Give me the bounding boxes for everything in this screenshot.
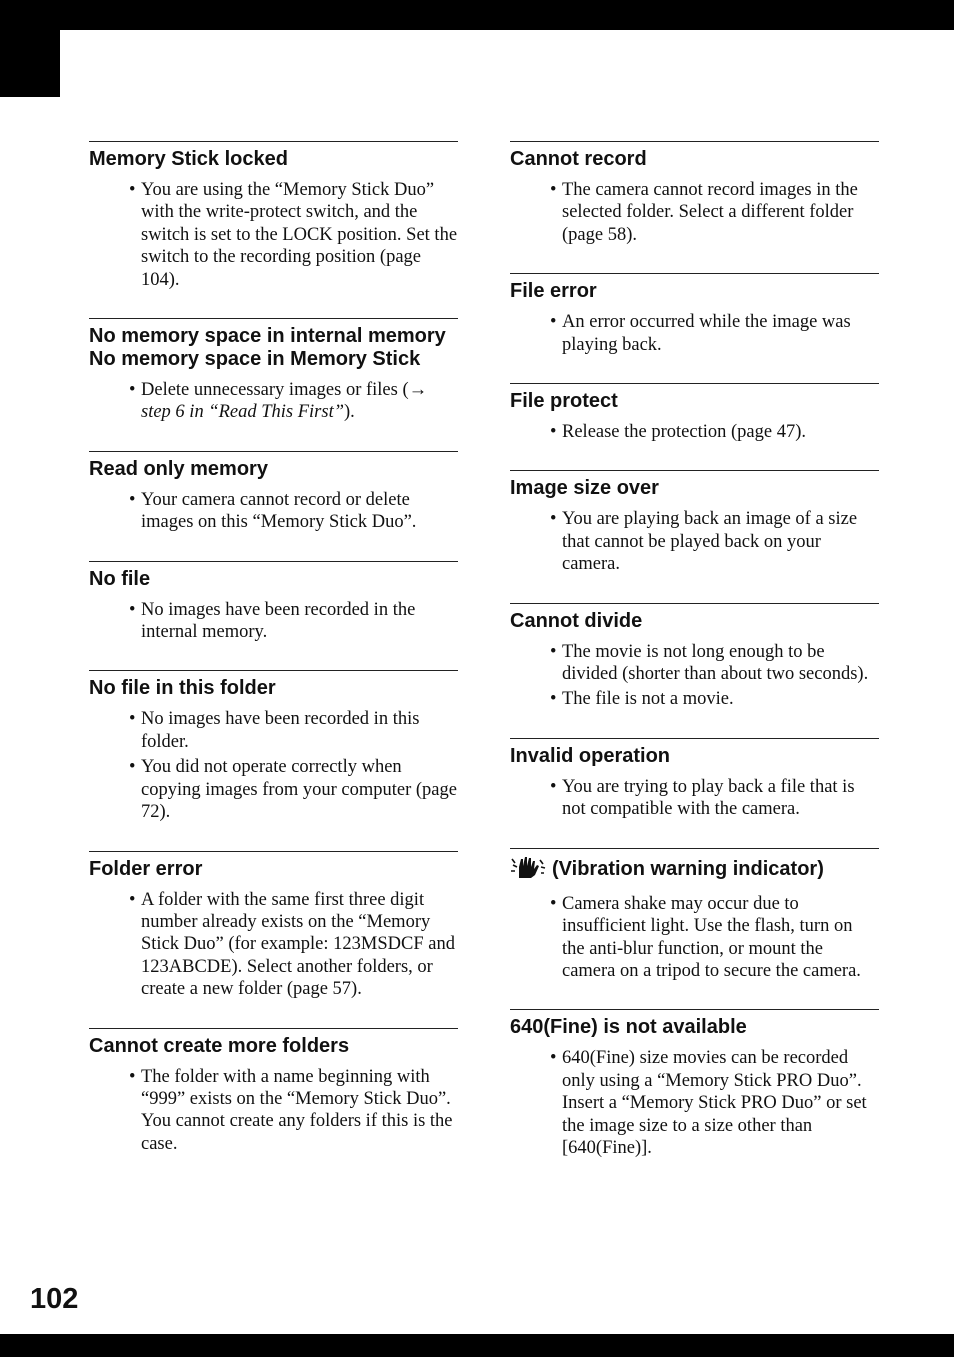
section-heading: Cannot divide [510,609,643,632]
section-vibration-warning [510,848,879,983]
item-list [510,179,879,246]
item-list [89,708,458,823]
section-heading [89,325,458,371]
item-list [510,1047,879,1159]
section-no-file-in-folder [89,670,458,823]
item-list [510,641,879,711]
item-list [510,311,879,356]
item-list [89,489,458,534]
cross-reference: → step 6 in “Read This First” [141,380,428,423]
item-list [89,379,458,424]
section-heading: Invalid operation [510,744,671,767]
list-item: • You are playing back an image of a size that cannot be played back on your camera. [550,508,879,575]
section-cannot-create-folders [89,1028,458,1156]
corner-tab [0,0,60,97]
item-list [510,508,879,575]
list-item: • The folder with a name beginning with “999” exists on the “Memory Stick Duo”. You cannot create any folders if this is the case. [129,1066,458,1156]
section-heading: Cannot create more folders [89,1034,350,1057]
list-item: • Release the protection (page 47). [550,421,879,443]
list-item: • The movie is not long enough to be divided (shorter than about two seconds). [550,641,879,686]
list-item: • You did not operate correctly when copying images from your computer (page 72). [129,756,458,823]
section-heading: No file in this folder [89,677,276,700]
section-memory-stick-locked [89,141,458,291]
section-heading: File error [510,280,597,303]
section-heading: No file [89,567,151,590]
item-list [510,421,879,443]
section-no-file [89,561,458,644]
list-item: • An error occurred while the image was playing back. [550,311,879,356]
item-list [89,889,458,1001]
bottom-black-bar [0,1334,954,1357]
list-item: • Your camera cannot record or delete images on this “Memory Stick Duo”. [129,489,458,534]
section-heading: Folder error [89,857,203,880]
section-heading: Memory Stick locked [89,148,288,170]
section-cannot-record [510,141,879,246]
list-item: • 640(Fine) size movies can be recorded only using a “Memory Stick PRO Duo”. Insert a “Memory Stick PRO Duo” or set the image size to a size other than [640(Fine)]. [550,1047,879,1159]
section-image-size-over [510,470,879,575]
item-list [89,179,458,291]
section-heading: 640(Fine) is not available [510,1016,747,1039]
heading-text: (Vibration warning indicator) [552,857,824,880]
heading-line: No memory space in internal memory [89,325,446,348]
section-heading: Image size over [510,477,659,500]
section-invalid-operation [510,738,879,821]
left-column [89,141,458,1182]
top-black-bar [0,0,954,30]
list-item: • No images have been recorded in the internal memory. [129,599,458,644]
list-item: • You are using the “Memory Stick Duo” with the write-protect switch, and the switch is set to the LOCK position. Set the switch to the recording position (page 104). [129,179,458,291]
list-item: • No images have been recorded in this folder. [129,708,458,753]
right-column [510,141,879,1186]
list-item: • Camera shake may occur due to insufficient light. Use the flash, turn on the anti-blur function, or mount the camera on a tripod to secure the camera. [550,893,879,983]
section-file-protect [510,383,879,443]
section-folder-error [89,851,458,1001]
arrow-right-icon: → [408,380,428,401]
section-heading: Read only memory [89,457,268,480]
item-list [89,599,458,644]
section-read-only-memory [89,451,458,534]
list-item: • The camera cannot record images in the selected folder. Select a different folder (page 58). [550,179,879,246]
section-heading [510,855,879,885]
item-list [510,776,879,821]
page-number: 102 [30,1283,79,1315]
section-cannot-divide [510,603,879,711]
heading-line: No memory space in Memory Stick [89,348,421,371]
list-item: • The file is not a movie. [550,688,879,710]
section-heading: File protect [510,390,618,413]
section-no-memory-space [89,318,458,424]
section-file-error [510,273,879,356]
list-item: • A folder with the same first three digit number already exists on the “Memory Stick Duo” (for example: 123MSDCF and 123ABCDE). Select another folders, or create a new folder (page 57). [129,889,458,1001]
section-640-fine [510,1009,879,1159]
vibration-warning-hand-icon [510,855,546,885]
item-list [510,893,879,983]
item-list [89,1066,458,1156]
list-item: • Delete unnecessary images or files (→ step 6 in “Read This First”). [129,379,458,424]
section-heading: Cannot record [510,148,647,170]
list-item: • You are trying to play back a file that is not compatible with the camera. [550,776,879,821]
